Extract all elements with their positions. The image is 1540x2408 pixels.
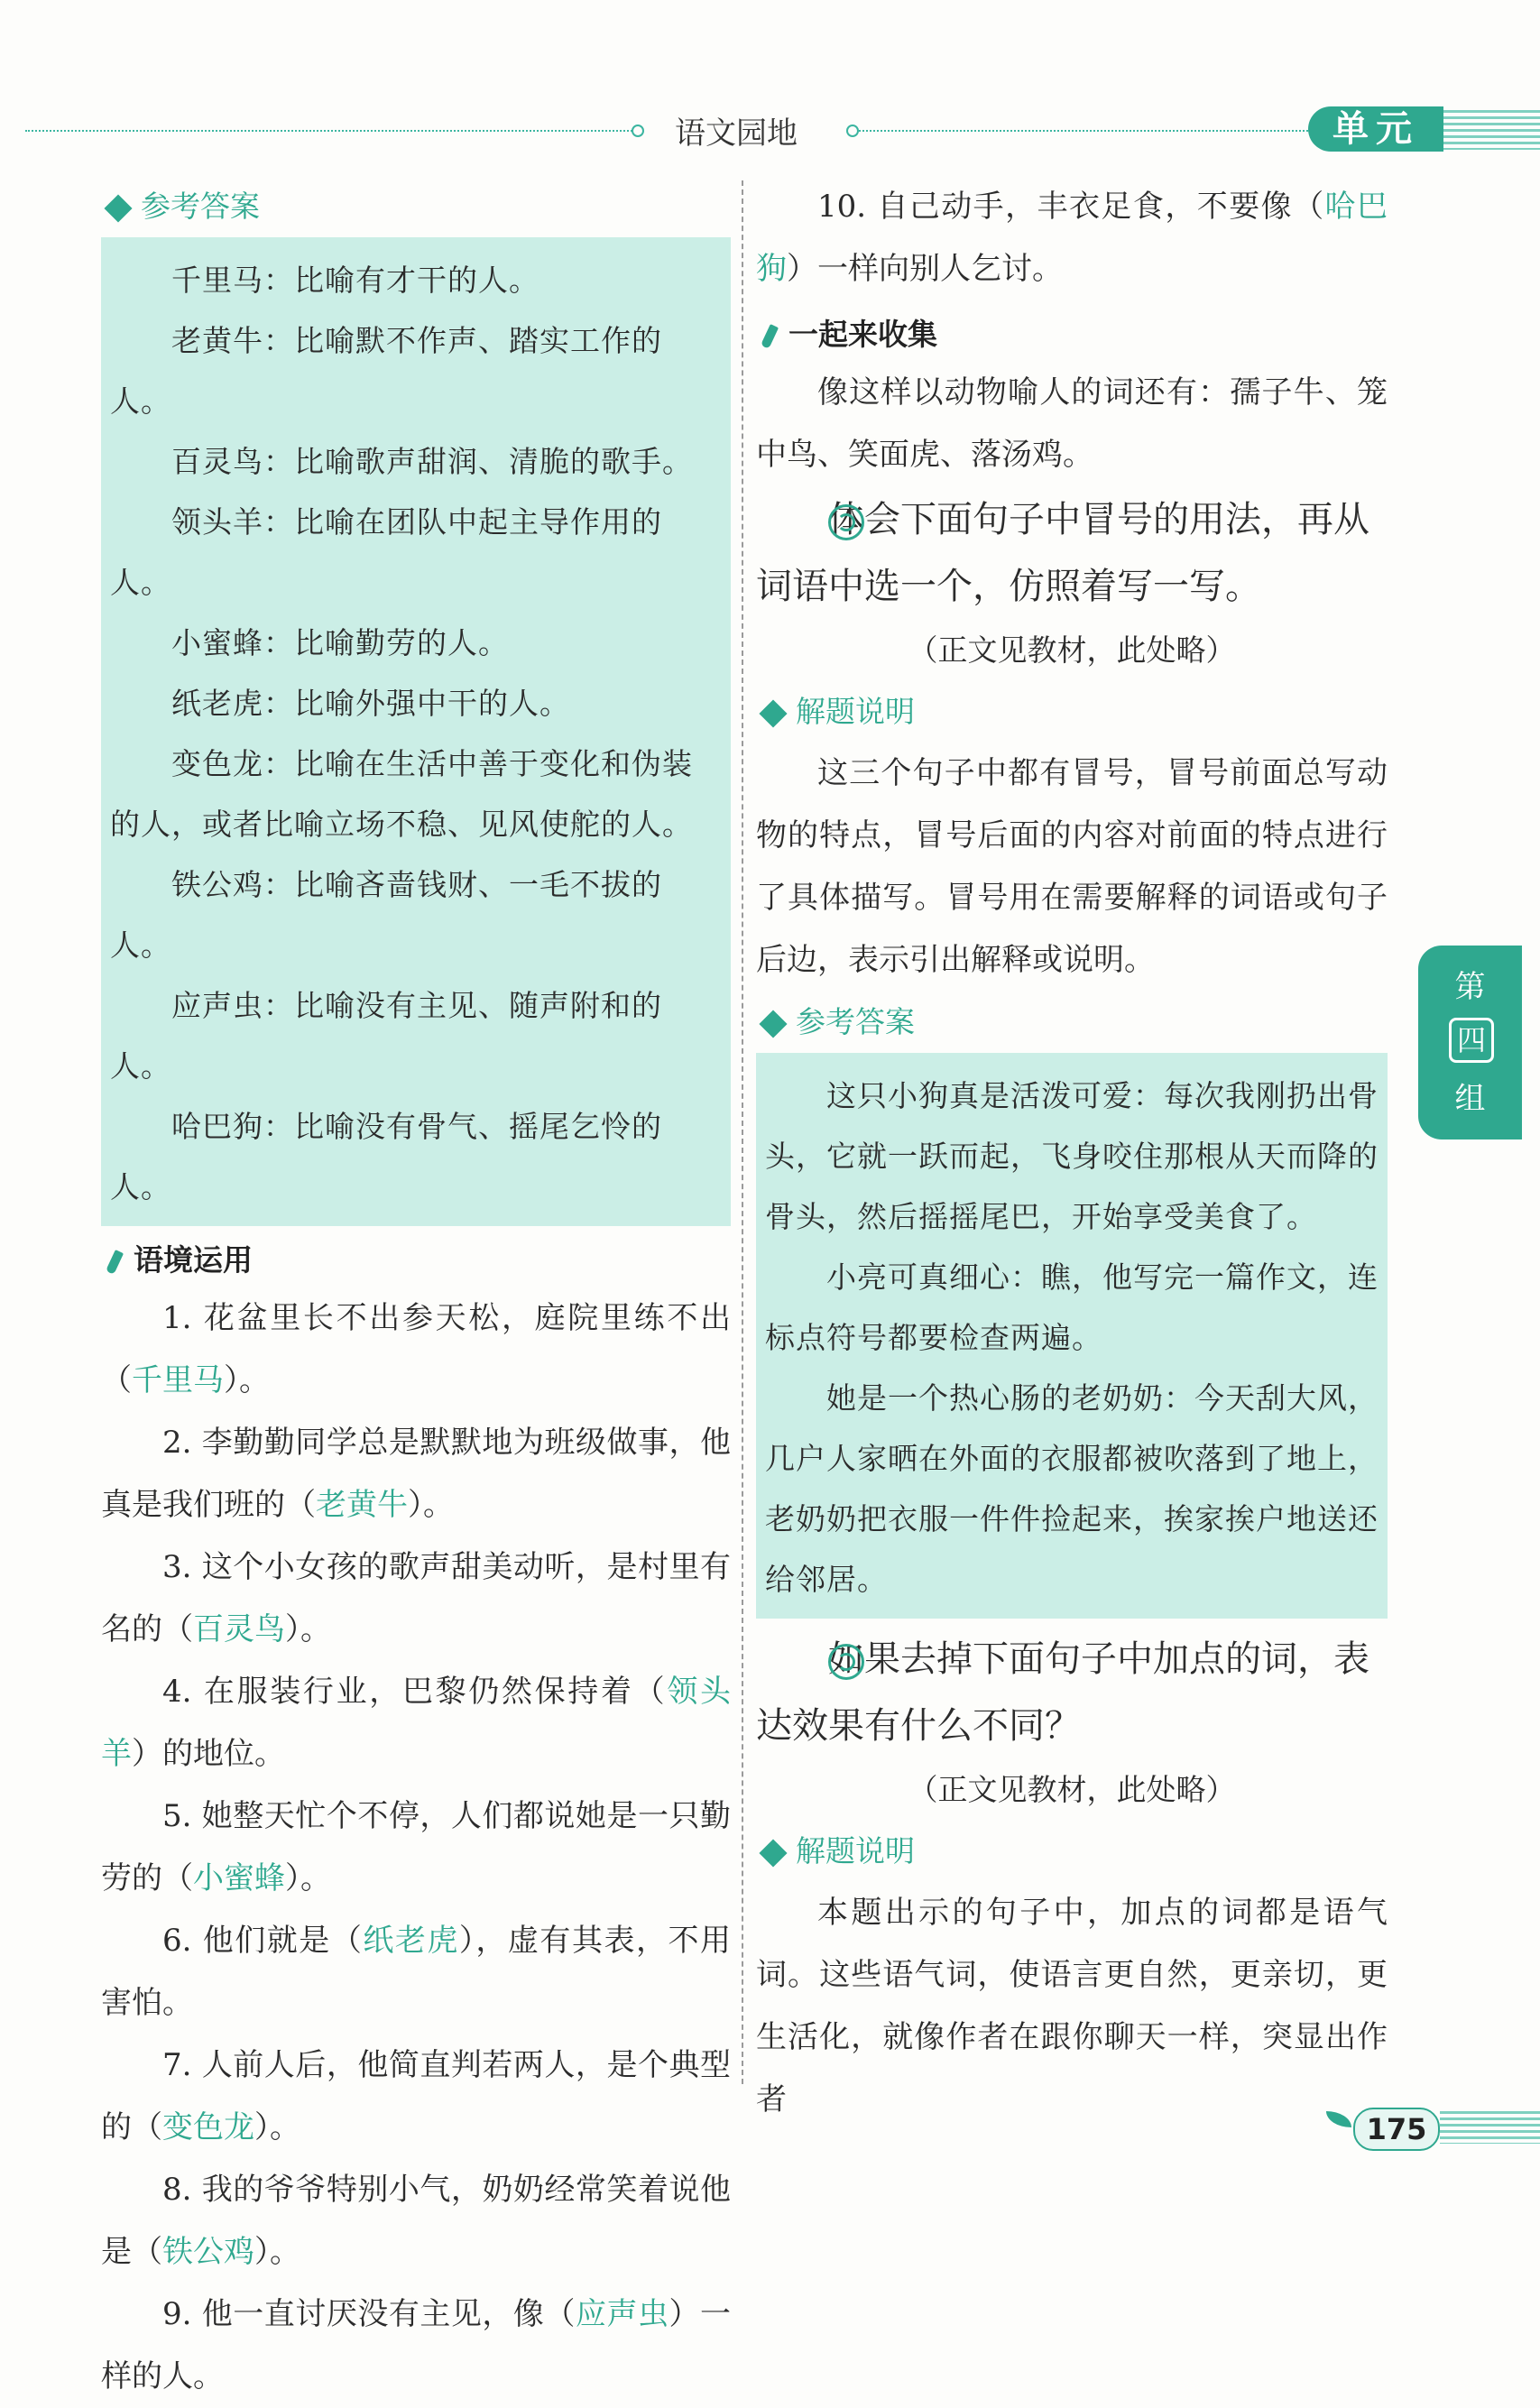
pen-icon — [106, 1250, 124, 1275]
answer-box-2 — [756, 1053, 1388, 1619]
right-column — [756, 176, 1388, 2131]
swirl-icon — [828, 504, 864, 540]
explain-heading-1: 解题说明 — [756, 687, 1388, 737]
unit-side-tab — [1418, 946, 1522, 1139]
answer-item: 铁公鸡：比喻吝啬钱财、一毛不拔的人。 — [110, 867, 662, 963]
blank-answer: 领头羊 — [101, 1674, 731, 1772]
header-title: 语文园地 — [675, 115, 798, 152]
blank-answer: 应声虫 — [575, 2296, 669, 2332]
sentence-2: 2. 李勤勤同学总是默默地为班级做事，他真是我们班的（老黄牛）。 — [101, 1425, 731, 1523]
explain-text-2: 本题出示的句子中，加点的词都是语气词。这些语气词，使语言更自然，更亲切，更生活化，就像作者在跟你聊天一样，突显出作者 — [756, 1895, 1388, 2117]
blank-answer: 老黄牛 — [316, 1487, 408, 1523]
page-header — [0, 99, 1540, 162]
answer-item: 哈巴狗：比喻没有骨气、摇尾乞怜的人。 — [110, 1109, 662, 1204]
answer-item: 百灵鸟：比喻歌声甜润、清脆的歌手。 — [171, 444, 693, 479]
answer-item: 领头羊：比喻在团队中起主导作用的人。 — [110, 504, 662, 600]
header-dot-right — [846, 125, 859, 137]
blank-answer: 铁公鸡 — [162, 2234, 254, 2270]
blank-answer: 百灵鸟 — [193, 1611, 285, 1647]
context-heading: 语境运用 — [101, 1233, 731, 1287]
unit-tab: 单元 — [1308, 106, 1443, 152]
footer-stripes — [1440, 2111, 1540, 2144]
task-2: 如果去掉下面句子中加点的词，表达效果有什么不同？ — [756, 1638, 1369, 1747]
blank-answer: 变色龙 — [162, 2109, 254, 2145]
answer-item: 应声虫：比喻没有主见、随声附和的人。 — [110, 988, 662, 1084]
blank-answer: 千里马 — [132, 1362, 224, 1398]
diamond-icon — [759, 699, 787, 727]
explain-heading-2: 解题说明 — [756, 1826, 1388, 1877]
answer-paragraph: 这只小狗真是活泼可爱：每次我刚扔出骨头，它就一跃而起，飞身咬住那根从天而降的骨头，然后摇摇尾巴，开始享受美食了。 — [765, 1078, 1379, 1234]
answer-paragraph: 小亮可真细心：瞧，他写完一篇作文，连标点符号都要检查两遍。 — [765, 1259, 1379, 1355]
left-column — [101, 176, 731, 2408]
answer-item: 千里马：比喻有才干的人。 — [171, 263, 539, 298]
answer-item: 变色龙：比喻在生活中善于变化和伪装的人，或者比喻立场不稳、见风使舵的人。 — [110, 746, 693, 842]
sentence-1: 1. 花盆里长不出参天松，庭院里练不出（千里马）。 — [101, 1300, 731, 1398]
answer-box — [101, 237, 731, 1226]
diamond-icon — [104, 194, 132, 222]
sentence-6: 6. 他们就是（纸老虎），虚有其表，不用害怕。 — [101, 1923, 732, 2021]
sentence-7: 7. 人前人后，他简直判若两人，是个典型的（变色龙）。 — [101, 2047, 731, 2145]
blank-answer: 纸老虎 — [363, 1923, 459, 1959]
omit-note-2: （正文见教材，此处略） — [908, 1772, 1236, 1807]
blank-answer: 小蜜蜂 — [193, 1860, 285, 1896]
diamond-icon — [759, 1010, 787, 1038]
collect-text: 像这样以动物喻人的词还有：孺子牛、笼中鸟、笑面虎、落汤鸡。 — [756, 374, 1388, 473]
sentence-4: 4. 在服装行业，巴黎仍然保持着（领头羊）的地位。 — [101, 1674, 731, 1772]
blank-answer: 哈巴狗 — [756, 189, 1388, 287]
sentence-5: 5. 她整天忙个不停，人们都说她是一只勤劳的（小蜜蜂）。 — [101, 1798, 731, 1896]
answer-heading: 参考答案 — [101, 181, 731, 232]
header-rule-left — [25, 130, 639, 132]
sentence-10: 10. 自己动手，丰衣足食，不要像（哈巴狗）一样向别人乞讨。 — [756, 189, 1388, 287]
sentence-8: 8. 我的爷爷特别小气，奶奶经常笑着说他是（铁公鸡）。 — [101, 2172, 731, 2270]
answer-item: 小蜜蜂：比喻勤劳的人。 — [171, 625, 509, 660]
answer-item: 纸老虎：比喻外强中干的人。 — [171, 686, 570, 721]
omit-note-1: （正文见教材，此处略） — [908, 632, 1236, 668]
sentence-3: 3. 这个小女孩的歌声甜美动听，是村里有名的（百灵鸟）。 — [101, 1549, 731, 1647]
side-tab-number: 四 — [1449, 1018, 1494, 1063]
answer-heading-2: 参考答案 — [756, 997, 1388, 1047]
page-number: 175 — [1353, 2108, 1440, 2151]
explain-text-1: 这三个句子中都有冒号，冒号前面总写动物的特点，冒号后面的内容对前面的特点进行了具体描写。冒号用在需要解释的词语或句子后边，表示引出解释或说明。 — [756, 755, 1388, 978]
pen-icon — [761, 324, 779, 349]
header-stripes — [1443, 110, 1540, 150]
swirl-icon — [828, 1644, 864, 1680]
sentence-9: 9. 他一直讨厌没有主见，像（应声虫）一样的人。 — [101, 2296, 731, 2394]
task-1: 体会下面句子中冒号的用法，再从词语中选一个，仿照着写一写。 — [756, 499, 1369, 607]
side-tab-line1: 第 — [1454, 969, 1486, 1005]
answer-item: 老黄牛：比喻默不作声、踏实工作的人。 — [110, 323, 662, 419]
diamond-icon — [759, 1839, 787, 1867]
column-divider — [742, 180, 743, 2084]
side-tab-line3: 组 — [1454, 1081, 1486, 1117]
collect-heading: 一起来收集 — [756, 308, 1388, 362]
answer-paragraph: 她是一个热心肠的老奶奶：今天刮大风，几户人家晒在外面的衣服都被吹落到了地上，老奶奶把衣服一件件捡起来，挨家挨户地送还给邻居。 — [765, 1380, 1379, 1597]
header-dot-left — [632, 125, 644, 137]
header-rule-right — [859, 130, 1308, 132]
